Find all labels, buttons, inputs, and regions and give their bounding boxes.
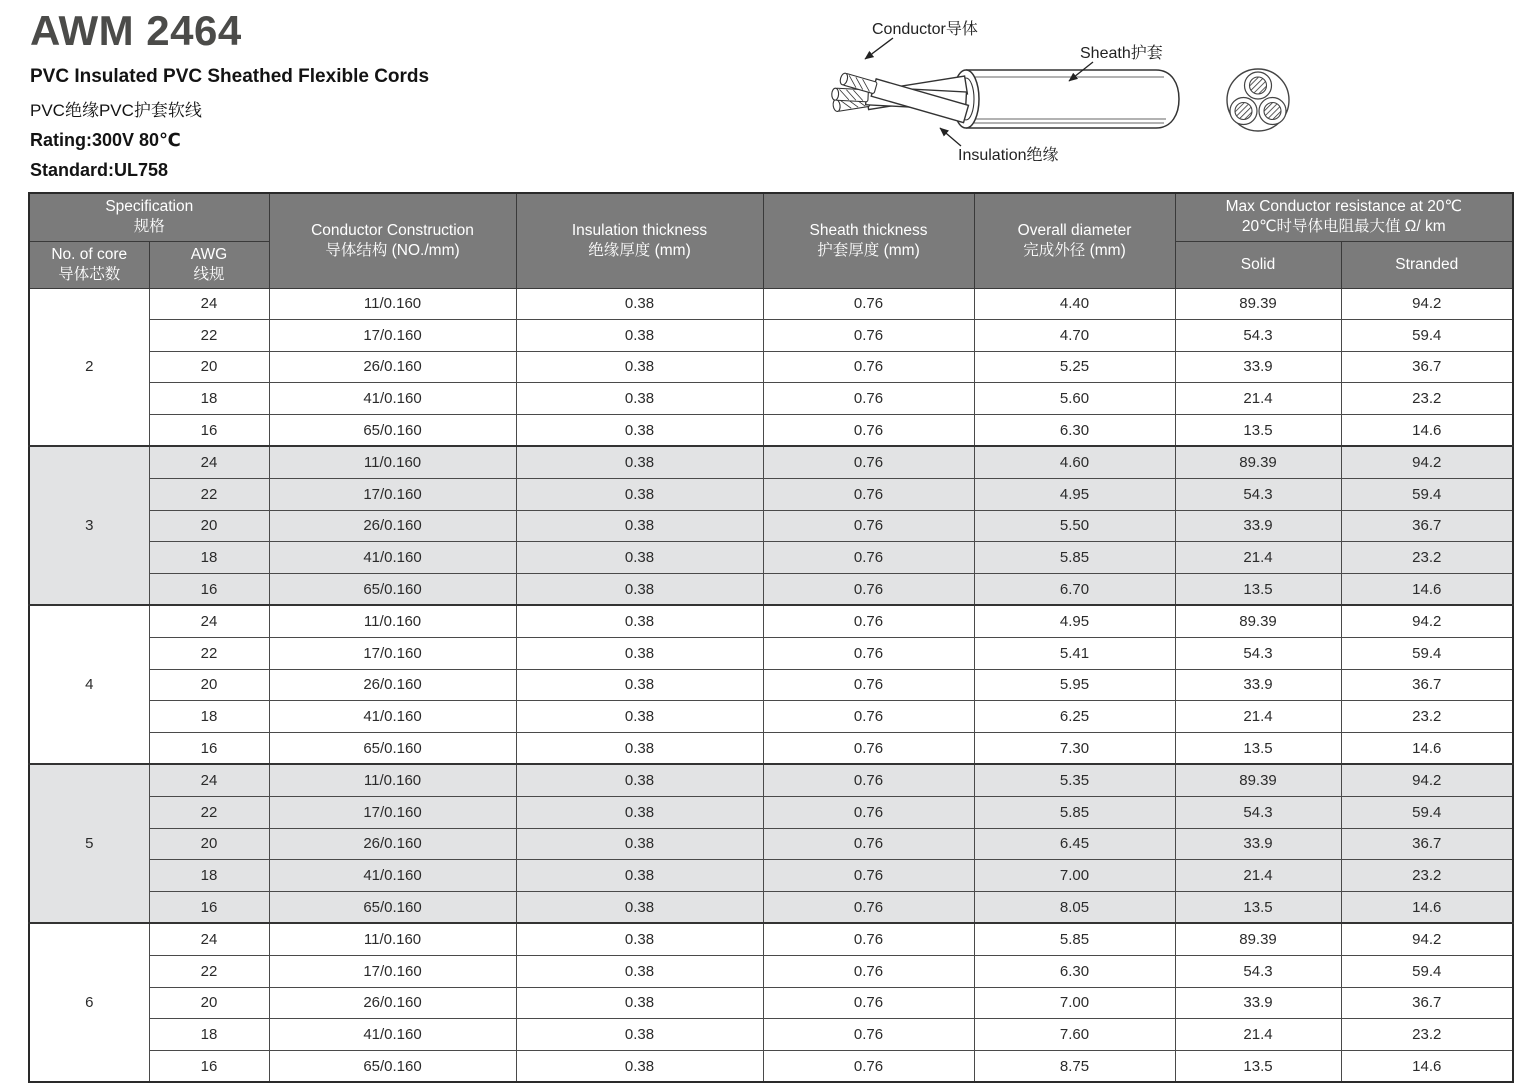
overall-diameter-cell: 8.75 [974,1050,1175,1082]
table-row [29,542,1513,574]
construction-cell: 26/0.160 [269,669,516,701]
solid-resistance-cell: 21.4 [1175,542,1341,574]
stranded-resistance-cell: 59.4 [1341,479,1513,511]
stranded-resistance-cell: 59.4 [1341,638,1513,670]
sheath-label: Sheath护套 [1080,45,1163,62]
overall-diameter-cell: 5.25 [974,351,1175,383]
header-max-resistance [1175,193,1513,241]
construction-cell: 65/0.160 [269,1050,516,1082]
insulation-thickness-cell: 0.38 [516,669,763,701]
sheath-thickness-cell: 0.76 [763,573,974,605]
solid-resistance-cell: 21.4 [1175,701,1341,733]
insulation-thickness-cell: 0.38 [516,605,763,637]
solid-resistance-cell: 54.3 [1175,797,1341,829]
solid-resistance-cell: 89.39 [1175,605,1341,637]
stranded-resistance-cell: 94.2 [1341,288,1513,320]
overall-diameter-cell: 5.35 [974,764,1175,796]
insulation-thickness-cell: 0.38 [516,573,763,605]
awg-cell: 18 [149,860,269,892]
construction-cell: 11/0.160 [269,923,516,955]
construction-cell: 17/0.160 [269,955,516,987]
awg-cell: 16 [149,1050,269,1082]
header-row-1 [29,193,1513,241]
table-row [29,732,1513,764]
stranded-resistance-cell: 14.6 [1341,573,1513,605]
insulation-thickness-cell: 0.38 [516,891,763,923]
sheath-thickness-cell: 0.76 [763,638,974,670]
overall-diameter-cell: 5.85 [974,542,1175,574]
stranded-resistance-cell: 94.2 [1341,446,1513,478]
awg-cell: 20 [149,987,269,1019]
table-row [29,573,1513,605]
awg-cell: 22 [149,320,269,352]
standard-line: Standard:UL758 [30,160,169,180]
overall-diameter-cell: 4.95 [974,479,1175,511]
label-zh: 绝缘厚度 (mm) [588,241,691,259]
sheath-thickness-cell: 0.76 [763,542,974,574]
stranded-resistance-cell: 14.6 [1341,732,1513,764]
table-row [29,860,1513,892]
insulation-thickness-cell: 0.38 [516,860,763,892]
construction-cell: 11/0.160 [269,764,516,796]
sheath-thickness-cell: 0.76 [763,351,974,383]
table-row [29,1050,1513,1082]
spec-table-header [29,193,1513,288]
stranded-resistance-cell: 23.2 [1341,383,1513,415]
construction-cell: 41/0.160 [269,383,516,415]
solid-resistance-cell: 13.5 [1175,414,1341,446]
overall-diameter-cell: 5.41 [974,638,1175,670]
solid-resistance-cell: 33.9 [1175,987,1341,1019]
awg-cell: 20 [149,351,269,383]
awg-cell: 24 [149,764,269,796]
header-sheath-thickness [763,193,974,288]
insulation-thickness-cell: 0.38 [516,797,763,829]
overall-diameter-cell: 6.25 [974,701,1175,733]
subtitle-zh: PVC绝缘PVC护套软线 [30,101,202,120]
construction-cell: 11/0.160 [269,288,516,320]
table-row [29,987,1513,1019]
label-en: Solid [1240,255,1276,273]
awg-cell: 20 [149,669,269,701]
overall-diameter-cell: 4.40 [974,288,1175,320]
insulation-thickness-cell: 0.38 [516,987,763,1019]
stranded-resistance-cell: 23.2 [1341,1019,1513,1051]
label-zh: 线规 [193,265,225,283]
header-conductor-construction [269,193,516,288]
awg-cell: 22 [149,955,269,987]
core-count-cell: 5 [29,764,149,923]
awg-cell: 24 [149,605,269,637]
title-block [30,8,429,190]
table-row [29,351,1513,383]
table-row [29,383,1513,415]
construction-cell: 41/0.160 [269,860,516,892]
awg-cell: 18 [149,383,269,415]
solid-resistance-cell: 13.5 [1175,732,1341,764]
overall-diameter-cell: 5.95 [974,669,1175,701]
sheath-thickness-cell: 0.76 [763,732,974,764]
awg-cell: 18 [149,1019,269,1051]
label-en: Max Conductor resistance at 20℃ [1225,198,1462,216]
overall-diameter-cell: 5.60 [974,383,1175,415]
awg-cell: 24 [149,288,269,320]
table-row [29,1019,1513,1051]
insulation-thickness-cell: 0.38 [516,320,763,352]
solid-resistance-cell: 54.3 [1175,320,1341,352]
overall-diameter-cell: 6.45 [974,828,1175,860]
conductor-leader-line [865,38,893,59]
stranded-resistance-cell: 14.6 [1341,1050,1513,1082]
core-count-cell: 3 [29,446,149,605]
cable-diagram [828,8,1310,170]
label-zh: 导体结构 (NO./mm) [325,241,460,259]
awg-cell: 24 [149,923,269,955]
solid-resistance-cell: 54.3 [1175,955,1341,987]
insulation-thickness-cell: 0.38 [516,923,763,955]
construction-cell: 65/0.160 [269,732,516,764]
solid-resistance-cell: 13.5 [1175,573,1341,605]
header-specification [29,193,269,241]
solid-resistance-cell: 33.9 [1175,510,1341,542]
table-row [29,510,1513,542]
construction-cell: 65/0.160 [269,573,516,605]
solid-resistance-cell: 54.3 [1175,479,1341,511]
stranded-resistance-cell: 14.6 [1341,414,1513,446]
solid-resistance-cell: 33.9 [1175,669,1341,701]
header-stranded [1341,241,1513,288]
awg-cell: 22 [149,797,269,829]
awg-cell: 20 [149,828,269,860]
insulation-thickness-cell: 0.38 [516,732,763,764]
table-row [29,891,1513,923]
table-row [29,923,1513,955]
stranded-resistance-cell: 23.2 [1341,542,1513,574]
cross-section [1227,69,1289,131]
header-no-of-core [29,241,149,288]
label-en: Insulation thickness [571,221,708,239]
sheath-thickness-cell: 0.76 [763,414,974,446]
label-zh: 导体芯数 [58,265,121,283]
solid-resistance-cell: 13.5 [1175,1050,1341,1082]
stranded-resistance-cell: 59.4 [1341,797,1513,829]
construction-cell: 11/0.160 [269,605,516,637]
table-row [29,955,1513,987]
overall-diameter-cell: 7.00 [974,987,1175,1019]
table-row [29,288,1513,320]
table-row [29,605,1513,637]
core-count-cell: 6 [29,923,149,1082]
construction-cell: 26/0.160 [269,351,516,383]
overall-diameter-cell: 4.70 [974,320,1175,352]
overall-diameter-cell: 5.50 [974,510,1175,542]
insulation-thickness-cell: 0.38 [516,828,763,860]
awg-cell: 18 [149,542,269,574]
overall-diameter-cell: 5.85 [974,797,1175,829]
overall-diameter-cell: 5.85 [974,923,1175,955]
rating-line: Rating:300V 80℃ [30,130,181,150]
solid-resistance-cell: 54.3 [1175,638,1341,670]
overall-diameter-cell: 7.30 [974,732,1175,764]
header-solid [1175,241,1341,288]
overall-diameter-cell: 8.05 [974,891,1175,923]
stranded-resistance-cell: 36.7 [1341,510,1513,542]
construction-cell: 41/0.160 [269,701,516,733]
conductor-label: Conductor导体 [872,21,978,38]
awg-cell: 16 [149,414,269,446]
label-en: Stranded [1395,255,1459,273]
solid-resistance-cell: 13.5 [1175,891,1341,923]
sheath-thickness-cell: 0.76 [763,1019,974,1051]
construction-cell: 17/0.160 [269,320,516,352]
insulation-thickness-cell: 0.38 [516,955,763,987]
sheath-thickness-cell: 0.76 [763,1050,974,1082]
label-zh: 护套厚度 (mm) [817,241,920,259]
sheath-thickness-cell: 0.76 [763,288,974,320]
stranded-resistance-cell: 36.7 [1341,828,1513,860]
insulation-thickness-cell: 0.38 [516,701,763,733]
solid-resistance-cell: 21.4 [1175,860,1341,892]
label-zh: 规格 [133,218,165,236]
construction-cell: 17/0.160 [269,479,516,511]
insulation-thickness-cell: 0.38 [516,1019,763,1051]
table-row [29,446,1513,478]
awg-cell: 16 [149,891,269,923]
solid-resistance-cell: 33.9 [1175,828,1341,860]
awg-cell: 16 [149,573,269,605]
label-zh: 20℃时导体电阻最大值 Ω/ km [1241,218,1446,236]
stranded-resistance-cell: 94.2 [1341,764,1513,796]
awg-cell: 16 [149,732,269,764]
sheath-thickness-cell: 0.76 [763,701,974,733]
label-en: AWG [190,245,228,263]
header-insulation-thickness [516,193,763,288]
solid-resistance-cell: 89.39 [1175,446,1341,478]
insulation-thickness-cell: 0.38 [516,542,763,574]
insulation-thickness-cell: 0.38 [516,414,763,446]
label-zh: 完成外径 (mm) [1023,241,1126,259]
awg-cell: 24 [149,446,269,478]
construction-cell: 26/0.160 [269,828,516,860]
stranded-resistance-cell: 94.2 [1341,605,1513,637]
header-overall-diameter [974,193,1175,288]
sheath-thickness-cell: 0.76 [763,797,974,829]
stranded-resistance-cell: 23.2 [1341,701,1513,733]
label-en: Sheath thickness [809,221,928,239]
stranded-resistance-cell: 94.2 [1341,923,1513,955]
table-row [29,764,1513,796]
stranded-resistance-cell: 59.4 [1341,320,1513,352]
table-row [29,797,1513,829]
insulation-thickness-cell: 0.38 [516,638,763,670]
awg-cell: 22 [149,638,269,670]
sheath-body [953,70,1179,128]
table-row [29,414,1513,446]
overall-diameter-cell: 4.95 [974,605,1175,637]
construction-cell: 65/0.160 [269,891,516,923]
insulation-leader-line [940,128,961,146]
construction-cell: 41/0.160 [269,542,516,574]
sheath-thickness-cell: 0.76 [763,987,974,1019]
label-en: Overall diameter [1017,221,1132,239]
sheath-thickness-cell: 0.76 [763,955,974,987]
insulation-thickness-cell: 0.38 [516,288,763,320]
stranded-resistance-cell: 36.7 [1341,351,1513,383]
sheath-thickness-cell: 0.76 [763,479,974,511]
spec-table [28,192,1514,1083]
awg-cell: 20 [149,510,269,542]
table-row [29,320,1513,352]
solid-resistance-cell: 21.4 [1175,383,1341,415]
sheath-thickness-cell: 0.76 [763,828,974,860]
table-row [29,828,1513,860]
sheath-thickness-cell: 0.76 [763,510,974,542]
label-en: Specification [105,198,194,216]
insulation-thickness-cell: 0.38 [516,764,763,796]
solid-resistance-cell: 33.9 [1175,351,1341,383]
stranded-resistance-cell: 59.4 [1341,955,1513,987]
overall-diameter-cell: 4.60 [974,446,1175,478]
insulation-thickness-cell: 0.38 [516,383,763,415]
overall-diameter-cell: 6.30 [974,414,1175,446]
construction-cell: 26/0.160 [269,510,516,542]
construction-cell: 11/0.160 [269,446,516,478]
stranded-resistance-cell: 36.7 [1341,669,1513,701]
insulation-label: Insulation绝缘 [958,147,1059,164]
table-row [29,479,1513,511]
solid-resistance-cell: 89.39 [1175,923,1341,955]
insulation-thickness-cell: 0.38 [516,446,763,478]
insulation-thickness-cell: 0.38 [516,510,763,542]
sheath-thickness-cell: 0.76 [763,891,974,923]
overall-diameter-cell: 6.70 [974,573,1175,605]
stranded-resistance-cell: 23.2 [1341,860,1513,892]
sheath-thickness-cell: 0.76 [763,923,974,955]
solid-resistance-cell: 89.39 [1175,288,1341,320]
construction-cell: 41/0.160 [269,1019,516,1051]
table-row [29,701,1513,733]
insulation-thickness-cell: 0.38 [516,351,763,383]
awg-cell: 18 [149,701,269,733]
overall-diameter-cell: 6.30 [974,955,1175,987]
subtitle-en: PVC Insulated PVC Sheathed Flexible Cords [30,66,430,87]
solid-resistance-cell: 89.39 [1175,764,1341,796]
page-title: AWM 2464 [30,7,242,54]
spec-table-body [29,288,1513,1082]
core-count-cell: 4 [29,605,149,764]
sheath-thickness-cell: 0.76 [763,605,974,637]
solid-resistance-cell: 21.4 [1175,1019,1341,1051]
table-row [29,669,1513,701]
sheath-thickness-cell: 0.76 [763,446,974,478]
header-awg [149,241,269,288]
sheath-thickness-cell: 0.76 [763,860,974,892]
core-count-cell: 2 [29,288,149,446]
construction-cell: 65/0.160 [269,414,516,446]
construction-cell: 17/0.160 [269,638,516,670]
overall-diameter-cell: 7.60 [974,1019,1175,1051]
stranded-resistance-cell: 36.7 [1341,987,1513,1019]
overall-diameter-cell: 7.00 [974,860,1175,892]
sheath-thickness-cell: 0.76 [763,669,974,701]
stranded-resistance-cell: 14.6 [1341,891,1513,923]
awg-cell: 22 [149,479,269,511]
insulation-thickness-cell: 0.38 [516,1050,763,1082]
insulation-thickness-cell: 0.38 [516,479,763,511]
sheath-thickness-cell: 0.76 [763,764,974,796]
label-en: Conductor Construction [311,221,474,239]
construction-cell: 17/0.160 [269,797,516,829]
construction-cell: 26/0.160 [269,987,516,1019]
label-en: No. of core [51,245,128,263]
sheath-thickness-cell: 0.76 [763,320,974,352]
table-row [29,638,1513,670]
sheath-thickness-cell: 0.76 [763,383,974,415]
